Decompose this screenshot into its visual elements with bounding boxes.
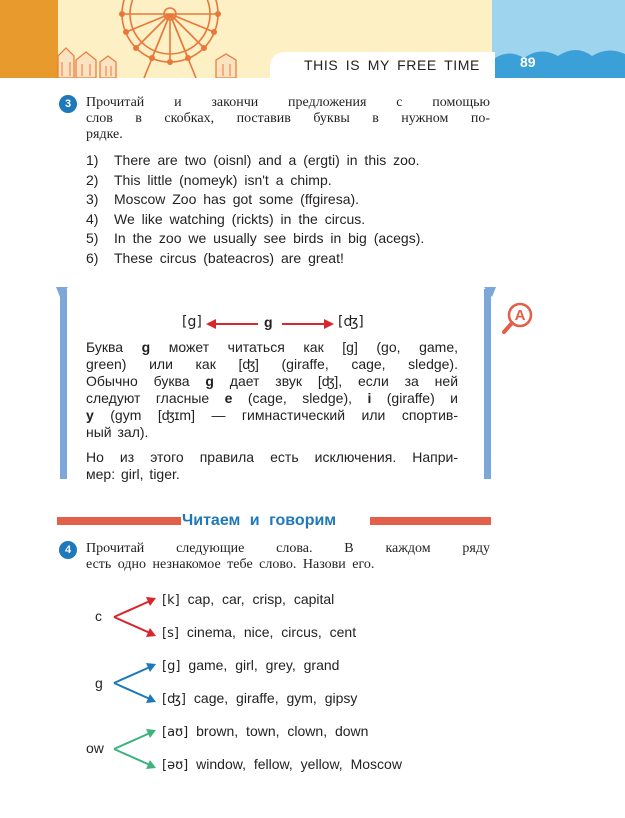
item-text: These circus (bateacros) are great!: [114, 249, 344, 266]
sound-label: [g]: [162, 659, 181, 674]
word-list: window, fellow, yellow, Moscow: [196, 756, 402, 772]
item-text: Moscow Zoo has got some (ffgiresa).: [114, 191, 360, 208]
rule-line: [86, 356, 458, 373]
item-number: 1): [86, 152, 99, 168]
branch-arrows-icon: [112, 594, 158, 640]
list-item: [86, 151, 424, 171]
text-run: следуют гласные: [86, 390, 225, 406]
arrow-right-icon: [282, 318, 334, 330]
sound-label: [k]: [162, 593, 180, 608]
bold-letter: i: [367, 390, 372, 406]
text-run: ный зал).: [86, 424, 149, 440]
branch-arrows-icon: [112, 660, 158, 706]
group-letter: c: [95, 608, 102, 624]
instruction-line: Прочитай и закончи предложения с помощью: [86, 95, 490, 110]
word-list: cage, giraffe, gym, gipsy: [193, 690, 358, 706]
word-row: [162, 624, 356, 641]
word-row: [162, 657, 339, 674]
rule-line: мер: girl, tiger.: [86, 466, 180, 482]
rule-box-corner: [56, 287, 68, 297]
bold-letter: g: [141, 339, 151, 355]
list-item: [86, 190, 424, 210]
rule-line: Но из этого правила есть исключения. Напри-: [86, 449, 458, 465]
bold-letter: g: [205, 373, 214, 389]
rule-sound-diagram: [182, 312, 372, 334]
sound-label: [əʊ]: [162, 758, 189, 773]
sound-label: [s]: [162, 626, 179, 641]
item-text: In the zoo we usually see birds in big (acegs).: [114, 230, 425, 247]
rule-line: [86, 390, 458, 407]
running-title: THIS IS MY FREE TIME: [304, 57, 480, 73]
rule-line: [86, 407, 458, 424]
ferris-wheel-illustration: [48, 0, 248, 78]
word-list: cinema, nice, circus, cent: [186, 624, 357, 640]
exercise-4-instruction: [86, 541, 490, 573]
text-run: Обычно буква: [86, 373, 206, 389]
exercise-3-badge: 3: [59, 95, 77, 113]
bold-letter: e: [224, 390, 233, 406]
rule-line: [86, 424, 458, 441]
word-list: cap, car, crisp, capital: [187, 591, 335, 607]
item-number: 2): [86, 171, 99, 188]
word-list: brown, town, clown, down: [196, 723, 369, 739]
word-row: [162, 690, 357, 707]
bold-letter: y: [86, 407, 94, 423]
item-number: 5): [86, 230, 99, 247]
word-row: [162, 591, 334, 608]
rule-box-corner: [484, 287, 496, 297]
item-text: We like watching (rickts) in the circus.: [114, 210, 366, 227]
item-number: 6): [86, 249, 99, 266]
arrow-left-icon: [206, 318, 258, 330]
text-run: Буква: [86, 339, 142, 355]
exercise-4-badge: 4: [59, 541, 77, 559]
right-sound: [ʤ]: [338, 314, 364, 330]
instruction-line: слов в скобках, поставив буквы в нужном по-: [86, 111, 490, 126]
section-rule-right: [370, 517, 491, 525]
exercise-3-list: [86, 151, 424, 269]
list-item: [86, 210, 424, 230]
list-item: [86, 171, 424, 191]
item-text: This little (nomeyk) isn't a chimp.: [114, 171, 332, 188]
rule-line: [86, 339, 458, 356]
word-row: [162, 723, 368, 740]
rule-letter: g: [264, 314, 273, 330]
instruction-line: рядке.: [86, 127, 123, 142]
text-run: может читаться как [g] (go, game,: [150, 339, 458, 355]
item-number: 4): [86, 210, 99, 227]
text-run: дает звук [ʤ], если за ней: [213, 373, 459, 389]
sound-label: [ʤ]: [162, 692, 186, 707]
text-run: (giraffe) и: [371, 390, 458, 406]
list-item: [86, 249, 424, 269]
text-run: (gym [ʤɪm] — гимнастический или спортив-: [93, 407, 458, 423]
word-list: game, girl, grey, grand: [188, 657, 340, 673]
page-number: 89: [520, 54, 536, 70]
section-title: Читаем и говорим: [182, 512, 337, 529]
branch-arrows-icon: [112, 726, 158, 772]
item-number: 3): [86, 191, 99, 208]
instruction-line: есть одно незнакомое тебе слово. Назови его.: [86, 557, 375, 572]
group-letter: ow: [86, 740, 104, 756]
exercise-3-instruction: [86, 95, 490, 143]
text-run: (cage, sledge),: [232, 390, 368, 406]
list-item: [86, 229, 424, 249]
text-run: green) или как [ʤ] (giraffe, cage, sledge).: [86, 356, 458, 372]
sound-label: [aʊ]: [162, 725, 189, 740]
rule-line: [86, 373, 458, 390]
left-sound: [g]: [182, 314, 202, 330]
rule-text: [86, 339, 458, 483]
word-row: [162, 756, 402, 773]
header-cloud-wave: [492, 38, 625, 78]
magnifier-a-icon: [500, 301, 536, 337]
instruction-line: Прочитай следующие слова. В каждом ряду: [86, 541, 490, 556]
section-rule-left: [57, 517, 181, 525]
magnifier-letter: A: [514, 307, 526, 324]
item-text: There are two (oisnl) and a (ergti) in this zoo.: [114, 152, 420, 168]
group-letter: g: [95, 675, 103, 691]
